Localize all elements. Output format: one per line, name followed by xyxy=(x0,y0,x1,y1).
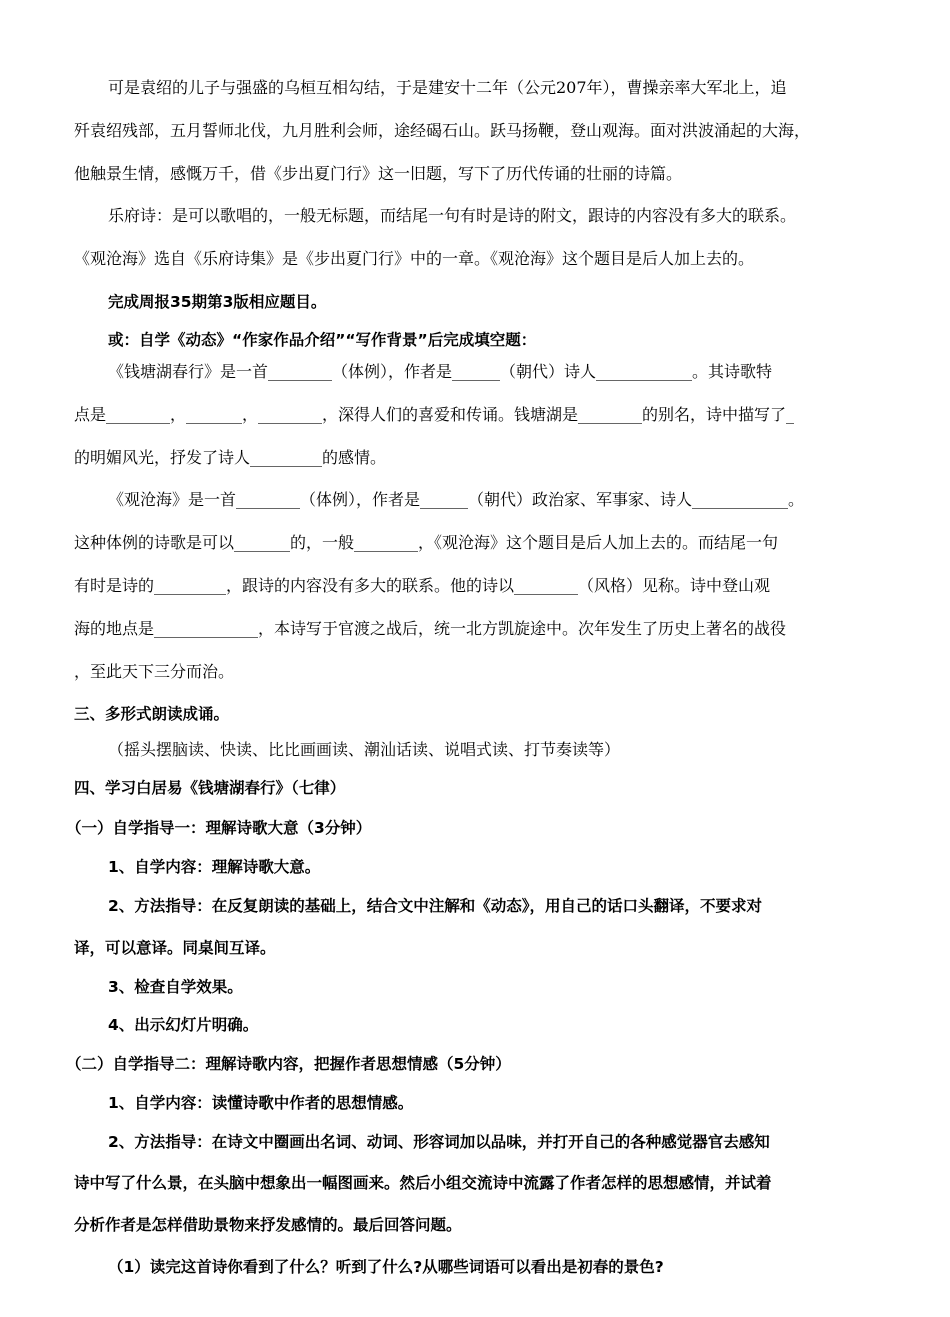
paragraph-line: 乐府诗：是可以歌唱的，一般无标题，而结尾一句有时是诗的附文，跟诗的内容没有多大的联系。 xyxy=(108,206,797,225)
step-item: 译，可以意译。同桌间互译。 xyxy=(74,939,276,957)
paragraph-line: 他触景生情，感慨万千，借《步出夏门行》这一旧题，写下了历代传诵的壮丽的诗篇。 xyxy=(74,164,683,183)
step-item: 4、出示幻灯片明确。 xyxy=(108,1016,259,1034)
fill-in-line: 《钱塘湖春行》是一首________（体例），作者是______（朝代）诗人____________。其诗歌特 xyxy=(108,362,773,381)
question-item: （1）读完这首诗你看到了什么？听到了什么?从哪些词语可以看出是初春的景色? xyxy=(108,1258,664,1276)
task-instruction: 或：自学《动态》“作家作品介绍”“写作背景”后完成填空题： xyxy=(108,331,537,349)
step-item: 2、方法指导：在反复朗读的基础上，结合文中注解和《动态》，用自己的话口头翻译，不要求对 xyxy=(108,897,763,915)
subsection-heading: （一）自学指导一：理解诗歌大意（3分钟） xyxy=(66,819,372,837)
subsection-heading: （二）自学指导二：理解诗歌内容，把握作者思想情感（5分钟） xyxy=(66,1055,511,1073)
paragraph-line: 《观沧海》选自《乐府诗集》是《步出夏门行》中的一章。《观沧海》这个题目是后人加上去的。 xyxy=(74,249,755,268)
step-item: 3、检查自学效果。 xyxy=(108,978,243,996)
step-item: 1、自学内容：理解诗歌大意。 xyxy=(108,858,321,876)
paragraph-line: 可是袁绍的儿子与强盛的乌桓互相勾结，于是建安十二年（公元207年），曹操亲率大军北上，追 xyxy=(108,78,787,97)
step-item: 分析作者是怎样借助景物来抒发感情的。最后回答问题。 xyxy=(74,1216,462,1234)
paragraph-line: （摇头摆脑读、快读、比比画画读、潮汕话读、说唱式读、打节奏读等） xyxy=(108,740,621,759)
paragraph-line: 歼袁绍残部，五月誓师北伐，九月胜利会师，途经碣石山。跃马扬鞭，登山观海。面对洪波涌起的大海， xyxy=(74,121,811,140)
step-item: 1、自学内容：读懂诗歌中作者的思想情感。 xyxy=(108,1094,414,1112)
fill-in-line: ，至此天下三分而治。 xyxy=(74,662,235,681)
fill-in-line: 《观沧海》是一首________（体例），作者是______（朝代）政治家、军事家、诗人____________。 xyxy=(108,490,805,509)
fill-in-line: 的明媚风光，抒发了诗人_________的感情。 xyxy=(74,448,387,467)
section-heading: 三、多形式朗读成诵。 xyxy=(74,705,230,723)
task-instruction: 完成周报35期第3版相应题目。 xyxy=(108,293,327,311)
step-item: 诗中写了什么景，在头脑中想象出一幅图画来。然后小组交流诗中流露了作者怎样的思想感情，并试着 xyxy=(74,1174,772,1192)
fill-in-line: 点是________，_______，________，深得人们的喜爱和传诵。钱塘湖是________的别名，诗中描写了_ xyxy=(74,405,795,424)
fill-in-line: 这种体例的诗歌是可以_______的，一般________，《观沧海》这个题目是后人加上去的。而结尾一句 xyxy=(74,533,779,552)
fill-in-line: 有时是诗的_________，跟诗的内容没有多大的联系。他的诗以________（风格）见称。诗中登山观 xyxy=(74,576,771,595)
section-heading: 四、学习白居易《钱塘湖春行》（七律） xyxy=(74,779,346,797)
step-item: 2、方法指导：在诗文中圈画出名词、动词、形容词加以品味，并打开自己的各种感觉器官去感知 xyxy=(108,1133,770,1151)
fill-in-line: 海的地点是_____________，本诗写于官渡之战后，统一北方凯旋途中。次年发生了历史上著名的战役 xyxy=(74,619,787,638)
